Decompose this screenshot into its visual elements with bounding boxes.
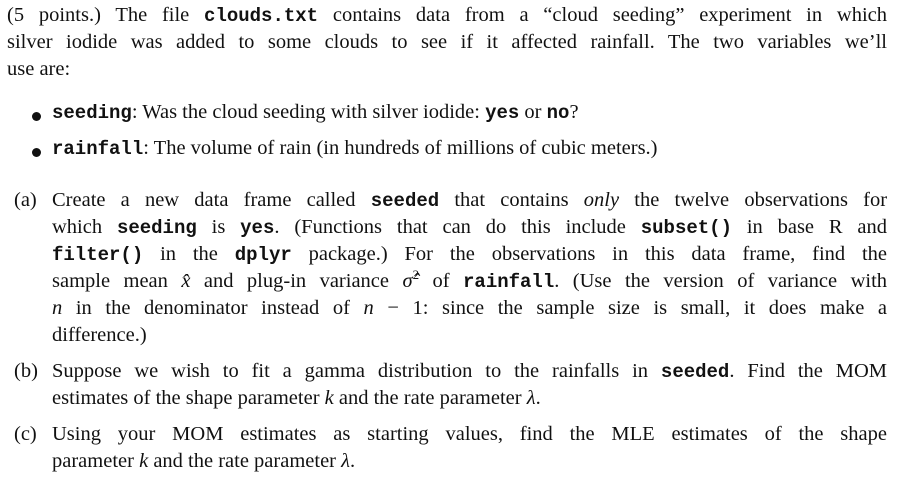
part-a-line-2: which seeding is yes. (Functions that can do this include subset() in base R and <box>52 216 887 239</box>
intro-line-3: use are: <box>7 58 71 80</box>
intro-line-1: (5 points.) The file clouds.txt contains data from a “cloud seeding” experiment in which <box>7 4 887 27</box>
part-a-line-3: filter() in the dplyr package.) For the observations in this data frame, find the <box>52 243 888 266</box>
part-a-line-5: n in the denominator instead of n − 1: since the sample size is small, it does make a <box>52 297 888 319</box>
part-c-line-2: parameter k and the rate parameter λ. <box>52 450 356 472</box>
variable-rainfall: rainfall: The volume of rain (in hundreds of millions of cubic meters.) <box>52 137 658 160</box>
part-b-line-1: Suppose we wish to fit a gamma distribution to the rainfalls in seeded. Find the MOM <box>52 360 888 383</box>
part-c-label: (c) <box>14 423 37 445</box>
variable-seeding: seeding: Was the cloud seeding with silver iodide: yes or no? <box>52 101 579 124</box>
points-label: (5 points.) <box>7 4 101 26</box>
part-c-line-1: Using your MOM estimates as starting values, find the MLE estimates of the shape <box>52 423 887 445</box>
bullet-icon <box>32 112 41 121</box>
part-a-line-1: Create a new data frame called seeded that contains only the twelve observations for <box>52 189 888 212</box>
part-a-label: (a) <box>14 189 37 211</box>
bullet-icon <box>32 148 41 157</box>
file-name: clouds.txt <box>204 5 319 27</box>
intro-line-2: silver iodide was added to some clouds to see if it affected rainfall. The two variables we’ll <box>7 31 887 53</box>
part-a-line-4: sample mean x̂ and plug-in variance σ̂$^2$ of rainfall. (Use the version of variance with <box>52 267 888 293</box>
part-b-line-2: estimates of the shape parameter k and the rate parameter λ. <box>52 387 541 409</box>
part-a-line-6: difference.) <box>52 324 147 346</box>
part-b-label: (b) <box>14 360 38 382</box>
